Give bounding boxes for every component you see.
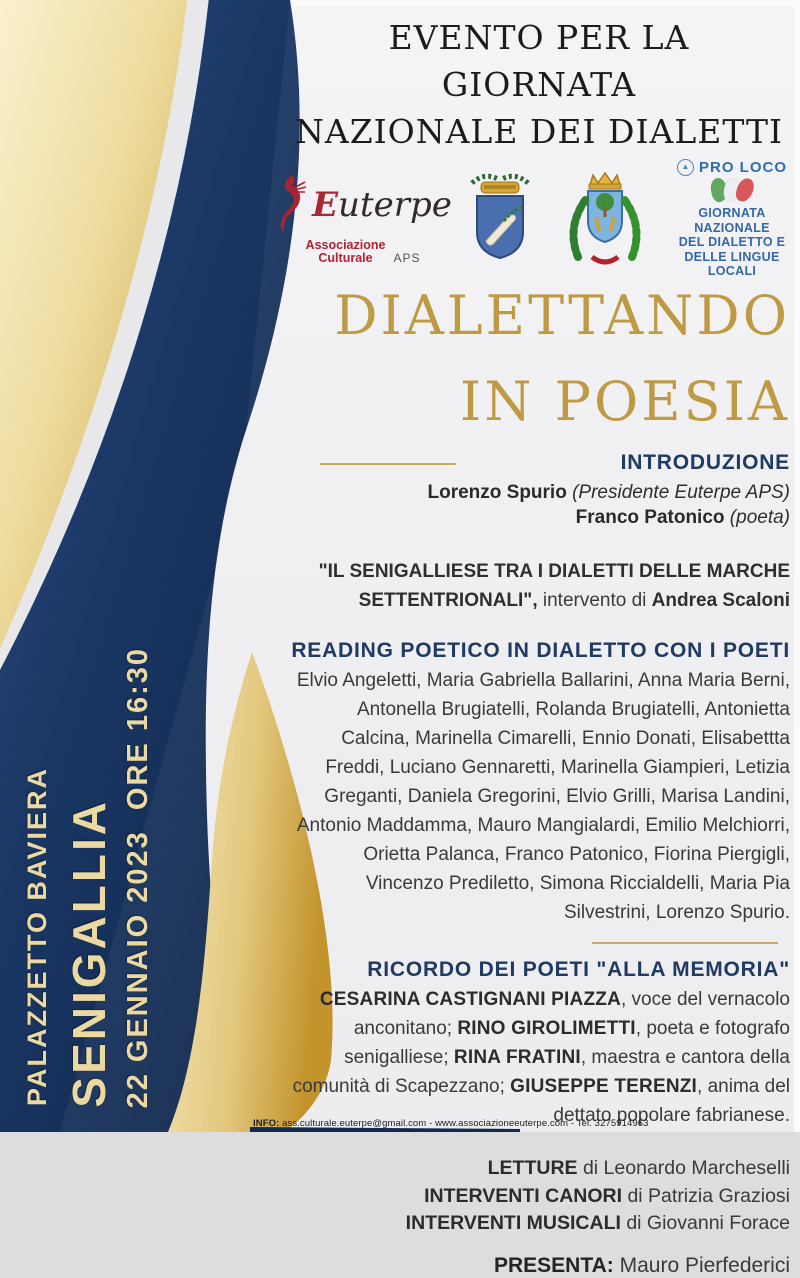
senigallia-crest bbox=[562, 169, 648, 269]
speaker-line: Lorenzo Spurio (Presidente Euterpe APS) bbox=[427, 482, 790, 503]
venue-vertical-text: PALAZZETTO BAVIERA bbox=[22, 767, 52, 1106]
intro-section bbox=[288, 451, 790, 530]
intro-gold-rule bbox=[320, 463, 456, 465]
ancona-crest bbox=[464, 169, 536, 269]
ancona-crest-icon bbox=[464, 169, 536, 269]
tricolor-flag-icon bbox=[711, 178, 753, 204]
footer-info: INFO: ass.culturale.euterpe@gmail.com - www.associazioneeuterpe.com - Tel. 3275914963 bbox=[253, 1118, 649, 1129]
credit-line: INTERVENTI MUSICALI di Giovanni Forace bbox=[405, 1212, 790, 1234]
intro-heading: INTRODUZIONE bbox=[620, 451, 790, 474]
dancer-icon bbox=[274, 174, 308, 237]
proloco-caption-line2: DEL DIALETTO E bbox=[678, 235, 786, 250]
logos-row bbox=[288, 159, 790, 279]
proloco-caption-line3: DELLE LINGUE LOCALI bbox=[684, 249, 780, 279]
header-title-line1: EVENTO PER LA GIORNATA bbox=[388, 18, 690, 104]
euterpe-wordmark: Euterpe bbox=[312, 185, 452, 225]
city-vertical-text: SENIGALLIA bbox=[63, 799, 115, 1108]
memoria-heading: RICORDO DEI POETI "ALLA MEMORIA" bbox=[367, 958, 790, 981]
main-title-line1: DIALETTANDO bbox=[334, 284, 790, 347]
intro-speakers bbox=[288, 480, 790, 530]
divider-gold-rule bbox=[592, 942, 778, 944]
credit-line: LETTURE di Leonardo Marcheselli bbox=[487, 1157, 790, 1179]
reading-heading: READING POETICO IN DIALETTO CON I POETI bbox=[291, 639, 790, 662]
proloco-caption-line1: GIORNATA NAZIONALE bbox=[694, 206, 770, 235]
speaker-line: Franco Patonico (poeta) bbox=[575, 507, 790, 528]
datetime-vertical-text: 22 GENNAIO 2023 ORE 16:30 bbox=[122, 646, 154, 1108]
header-title-line2: NAZIONALE DEI DIALETTI bbox=[295, 112, 783, 151]
main-title-line2: IN POESIA bbox=[459, 370, 790, 433]
unpli-icon: ▲ bbox=[677, 159, 694, 176]
header-title bbox=[288, 14, 790, 155]
main-title bbox=[288, 273, 790, 445]
credits-block bbox=[288, 1155, 790, 1238]
credit-line: INTERVENTI CANORI di Patrizia Graziosi bbox=[424, 1184, 790, 1207]
right-edge-frame bbox=[794, 0, 800, 1132]
senigallia-crest-icon bbox=[562, 169, 648, 269]
euterpe-aps-label: APS bbox=[393, 250, 421, 265]
euterpe-subtitle: Associazione Culturale bbox=[305, 237, 386, 265]
memoria-paragraph: CESARINA CASTIGNANI PIAZZA, voce del vernacolo anconitano; RINO GIROLIMETTI, poeta e fotografo senigalliese; RINA FRATINI, maestra e cantora della comunità di Scapezzano; GIUSEPPE TERENZI, anima del dettato popolare fabrianese. bbox=[292, 989, 790, 1126]
poets-paragraph: Elvio Angeletti, Maria Gabriella Ballarini, Anna Maria Berni, Antonella Brugiatelli, Rolanda Brugiatelli, Antonietta Calcina, Marinella Cimarelli, Ennio Donati, Elisabettta Freddi, Luciano Gennaretti, Marinella Giampieri, Letizia Greganti, Daniela Gregorini, Elvio Grilli, Marisa Landini, Antonio Maddamma, Mauro Mangialardi, Emilio Melchiorri, Orietta Palanca, Franco Patonico, Fiorina Piergigli, Vincenzo Prediletto, Simona Riccialdelli, Maria Pia Silvestrini, Lorenzo Spurio. bbox=[296, 670, 790, 923]
presenta-line: PRESENTA: Mauro Pierfederici bbox=[493, 1253, 790, 1277]
content-column bbox=[288, 6, 790, 1278]
proloco-wordmark: PRO LOCO bbox=[698, 159, 787, 177]
euterpe-logo bbox=[288, 174, 452, 265]
talk-line: "IL SENIGALLIESE TRA I DIALETTI DELLE MARCHE SETTENTRIONALI", intervento di Andrea Scaloni bbox=[318, 561, 790, 611]
proloco-logo bbox=[674, 159, 790, 279]
